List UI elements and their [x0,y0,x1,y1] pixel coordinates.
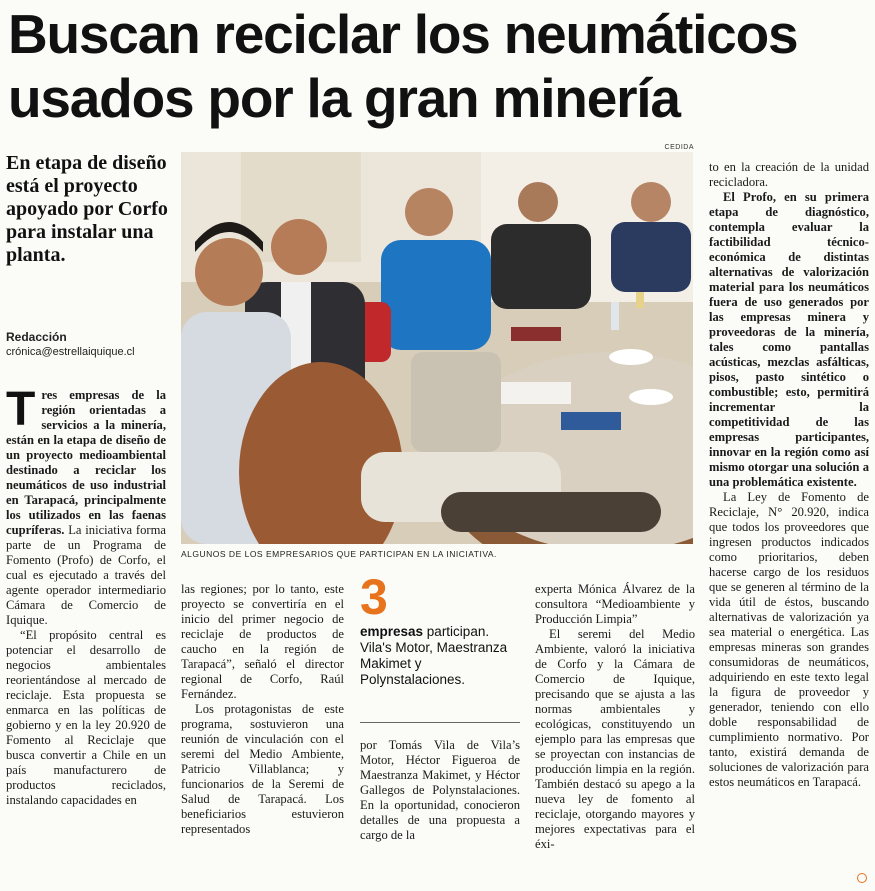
lead-text: res empresas de la región orientadas a servicios a la minería, están en la etapa de diseño de un proyecto medioambiental destinado a reciclar los neumáticos de uso industrial en Tarapacá, principalmente los utilizados en las faenas cupríferas. [6,388,166,537]
body-column-4 [535,582,695,852]
body-column-5 [709,160,869,790]
photo-caption: ALGUNOS DE LOS EMPRESARIOS QUE PARTICIPAN EN LA INICIATIVA. [181,549,497,559]
deck: En etapa de diseño está el proyecto apoyado por Corfo para instalar una planta. [6,152,168,266]
paragraph: las regiones; por lo tanto, este proyecto se convertiría en el inicio del primer negocio de reciclaje de productos de caucho en la región de Tarapacá”, señaló el director regional de Corfo, Raúl Fernández. [181,582,344,701]
paragraph: “El propósito central es potenciar el desarrollo de negocios ambientales reorientándose al mercado de reciclaje. Esta propuesta se enmarca en las políticas de gobierno y en la ley 20.920 de Fomento al Reciclaje que busca convertir a Chile en un país manufacturero de productos reciclados, instalando capacidades en [6,628,166,807]
paragraph-bold: El Profo, en su primera etapa de diagnóstico, contempla evaluar la factibilidad técnico-económica de distintas alternativas de valorización material para los neumáticos fuera de uso generados por las empresas minera y proveedoras de la minería, tales como pantallas acústicas, mezclas asfálticas, pisos, pasto sintético o combustible; esto, permitirá incrementar la competitividad de las empresas participantes, innovar en la región como así mismo otorgar una solución a una problemática existente. [709,190,869,489]
photo-credit: CEDIDA [664,144,694,151]
paragraph: experta Mónica Álvarez de la consultora “Medioambiente y Producción Limpia” [535,582,695,626]
pull-quote-divider [360,722,520,723]
paragraph: El seremi del Medio Ambiente, valoró la iniciativa de Corfo y la Cámara de Comercio de Iquique, precisando que se ajusta a las normas ambientales y ecológicas, constituyendo un ejemplo para las empresas que se proyectan con instancias de producción limpia en la región. También destacó su apego a la nueva ley de fomento al reciclaje, otorgando mayores y mejores expectativas para el éxi- [535,627,695,851]
paragraph: La Ley de Fomento de Reciclaje, N° 20.920, indica que todos los proveedores que ingresen productos indicados como prioritarios, deben hacerse cargo de los residuos que se generen al término de la vida útil de éstos, buscando alternativas de valorización ya sea material o energética. Las empresas mineras son grandes consumidoras de neumáticos, adquiriendo en este texto legal la figura de proveedor y generador, teniendo con ello doble responsabilidad de cumplimiento normativo. Por tanto, existirá demanda de soluciones de valorización para estos neumáticos en Tarapacá. [709,490,869,789]
paragraph-text: La iniciativa forma parte de un Programa de Fomento (Profo) de Corfo, el cual es ejecutado a través del agente operador intermediario Cámara de Comercio de Iquique. [6,523,166,627]
paragraph: Los protagonistas de este programa, sostuvieron una reunión de vinculación con el seremi del Medio Ambiente, Patricio Villablanca; y funcionarios de la Seremi de Salud de Tarapacá. Los beneficiarios estuvieron representados [181,702,344,836]
headline-line-2: usados por la gran minería [8,67,680,129]
byline-email: crónica@estrellaiquique.cl [6,346,135,358]
headline [8,2,868,130]
meeting-illustration [181,152,693,544]
meeting-photo [181,152,693,544]
paragraph [6,383,166,628]
body-column-3 [360,738,520,843]
pull-quote-text: participan. Vila's Motor, Maestranza Makimet y Polynstalaciones. [360,624,508,687]
body-column-2 [181,582,344,837]
byline [6,330,176,359]
pull-quote [360,624,520,688]
drop-cap: T [6,383,36,436]
body-column-1 [6,383,166,808]
byline-author: Redacción [6,330,67,344]
paragraph: por Tomás Vila de Vila’s Motor, Héctor Figueroa de Maestranza Makimet, y Héctor Gallegos de Polynstalaciones. En la oportunidad, conocieron detalles de una propuesta a cargo de la [360,738,520,842]
pull-quote-lead: empresas [360,624,424,639]
headline-line-1: Buscan reciclar los neumáticos [8,3,798,65]
end-mark-icon [857,873,867,883]
pull-quote-number: 3 [360,569,388,625]
paragraph: to en la creación de la unidad recicladora. [709,160,869,189]
